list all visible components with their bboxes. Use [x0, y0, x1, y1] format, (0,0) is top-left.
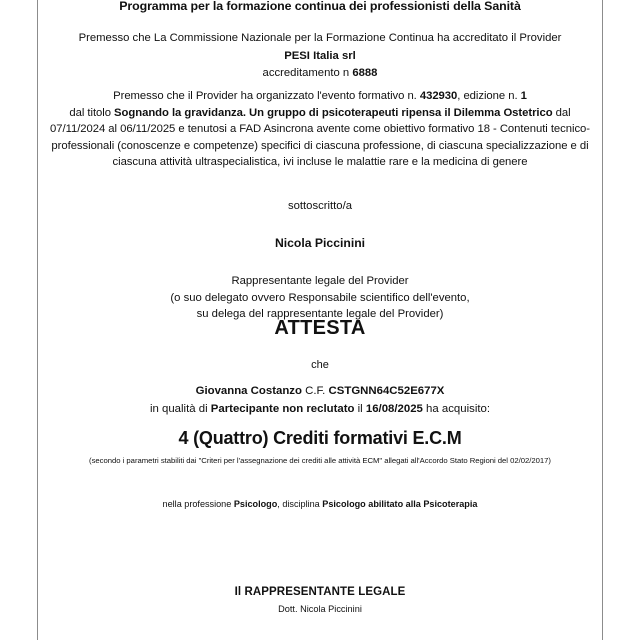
recipient-identity	[38, 383, 602, 401]
recipient-cf-label: C.F.	[301, 385, 329, 397]
profession-line	[38, 498, 602, 511]
event-title: Sognando la gravidanza. Un gruppo di psicoterapeuti ripensa il Dilemma Ostetrico	[114, 106, 553, 119]
attesta-heading: ATTESTA	[274, 317, 366, 339]
event-date-to: 06/11/2025	[120, 123, 176, 135]
page-title: Programma per la formazione continua dei professionisti della Sanità	[119, 0, 521, 13]
certificate-content	[38, 0, 602, 640]
page-border-right-rule	[602, 0, 603, 640]
recipient-acquired-suffix: ha acquisito:	[422, 402, 491, 415]
signer-label: sottoscritto/a	[287, 200, 353, 212]
recipient-name: Giovanna Costanzo	[195, 385, 302, 397]
recipient-date: 16/08/2025	[365, 402, 423, 415]
footer-role: Il RAPPRESENTANTE LEGALE	[234, 586, 406, 598]
event-date-from-label: dal	[552, 106, 571, 119]
signer-role-line-3: su delega del rappresentante legale del Provider)	[196, 308, 444, 320]
event-date-to-label: al	[105, 123, 121, 135]
profession-value: Psicologo	[233, 499, 278, 509]
accreditation-number: 6888	[352, 67, 378, 79]
recipient-role-prefix: in qualità di	[149, 402, 211, 415]
recipient-block	[38, 383, 602, 418]
accreditation-label: accreditamento n	[262, 67, 353, 79]
recipient-role-line	[38, 401, 602, 419]
provider-name: PESI Italia srl	[284, 49, 356, 62]
footer-signature-block	[38, 585, 602, 616]
event-edition-number: 1	[520, 90, 527, 102]
credits-amount: 4 (Quattro) Crediti formativi E.C.M	[178, 428, 462, 448]
provider-block	[38, 30, 602, 83]
recipient-role: Partecipante non reclutato	[210, 402, 355, 415]
event-block	[38, 88, 602, 171]
event-title-prefix: dal titolo	[69, 106, 115, 119]
footer-name: Dott. Nicola Piccinini	[278, 604, 362, 614]
event-number: 432930	[419, 90, 458, 102]
signer-role-line-1: Rappresentante legale del Provider	[231, 275, 409, 287]
event-line-mid: , edizione n.	[457, 90, 521, 102]
credits-note: (secondo i parametri stabiliti dai "Criteri per l'assegnazione dei crediti alle attività ECM" allegati all'Accordo Stato Regioni del 02/02/2017)	[89, 456, 551, 465]
event-date-from: 07/11/2024	[50, 123, 106, 135]
event-line-prefix: Premesso che il Provider ha organizzato l'evento formativo n.	[113, 90, 420, 102]
discipline-value: Psicologo abilitato alla Psicoterapia	[322, 499, 478, 509]
provider-premise-text: Premesso che La Commissione Nazionale per la Formazione Continua ha accreditato il Provider	[78, 32, 562, 44]
recipient-fiscal-code: CSTGNN64C52E677X	[328, 385, 445, 397]
discipline-prefix: , disciplina	[277, 499, 323, 509]
signer-role-line-2: (o suo delegato ovvero Responsabile scientifico dell'evento,	[170, 291, 470, 304]
signer-block	[38, 198, 602, 323]
profession-prefix: nella professione	[162, 499, 234, 509]
recipient-date-prefix: il	[354, 402, 366, 415]
event-delivery-details: e tenutosi a FAD Asincrona avente come obiettivo formativo 18 - Contenuti tecnico-professionali (conoscenze e competenze) specifici di ciascuna professione, di ciascuna specializzazione e di ciascuna attività ultraspecialistica, ivi incluse le malattie rare e la medicina di genere	[51, 123, 590, 168]
signer-name: Nicola Piccinini	[274, 236, 366, 250]
attesta-connector: che	[311, 359, 329, 371]
provider-accreditation	[38, 65, 602, 83]
event-description	[38, 88, 602, 171]
